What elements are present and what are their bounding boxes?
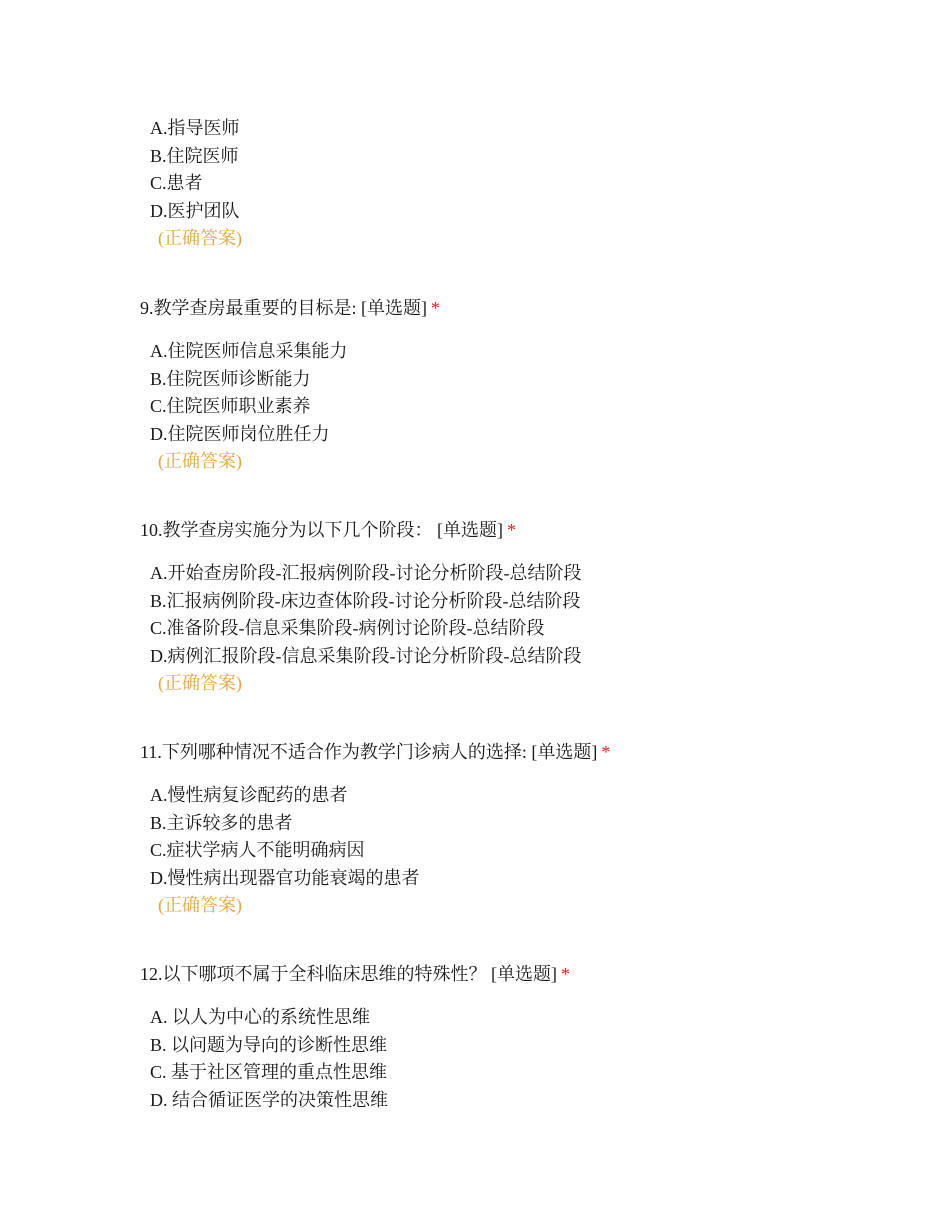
- question-10-title-text: 10.教学查房实施分为以下几个阶段： [单选题]: [140, 520, 503, 540]
- question-12-title-text: 12.以下哪项不属于全科临床思维的特殊性？ [单选题]: [140, 964, 557, 984]
- question-10-block: [140, 518, 900, 698]
- question-10-correct-answer-label: (正确答案): [158, 673, 242, 694]
- question-12-option-c: C. 基于社区管理的重点性思维: [150, 1062, 388, 1083]
- question-11-options: [140, 782, 900, 920]
- question-10-title: [140, 518, 900, 542]
- question-8-option-d: D.医护团队: [150, 200, 240, 221]
- question-11-option-a: A.慢性病复诊配药的患者: [150, 785, 348, 805]
- question-10-option-d: D.病例汇报阶段-信息采集阶段-讨论分析阶段-总结阶段: [150, 645, 582, 666]
- question-9-option-d: D.住院医师岗位胜任力: [150, 423, 330, 444]
- question-8-option-c: C.患者: [150, 173, 203, 194]
- question-8-option-b: B.住院医师: [150, 145, 239, 166]
- question-12-option-a: A. 以人为中心的系统性思维: [150, 1007, 370, 1027]
- question-11-block: [140, 740, 900, 920]
- question-9-option-c: C.住院医师职业素养: [150, 396, 311, 417]
- question-11-title: [140, 740, 900, 764]
- question-12-title: [140, 962, 900, 986]
- question-12-block: [140, 962, 900, 1114]
- question-10-option-b: B.汇报病例阶段-床边查体阶段-讨论分析阶段-总结阶段: [150, 590, 581, 611]
- question-12-options: [140, 1004, 900, 1114]
- question-8-block: [140, 115, 900, 253]
- question-8-option-a: A.指导医师: [150, 118, 240, 138]
- required-mark: *: [561, 964, 570, 984]
- question-11-title-text: 11.下列哪种情况不适合作为教学门诊病人的选择: [单选题]: [140, 742, 598, 762]
- required-mark: *: [601, 742, 611, 762]
- question-9-correct-answer-label: (正确答案): [158, 451, 242, 472]
- question-10-options: [140, 560, 900, 698]
- question-12-option-b: B. 以问题为导向的诊断性思维: [150, 1034, 388, 1055]
- question-8-correct-answer-label: (正确答案): [158, 228, 242, 249]
- question-10-option-a: A.开始查房阶段-汇报病例阶段-讨论分析阶段-总结阶段: [150, 563, 582, 583]
- question-11-correct-answer-label: (正确答案): [158, 895, 242, 916]
- required-mark: *: [431, 298, 440, 318]
- question-9-title: [140, 296, 900, 320]
- question-9-option-b: B.住院医师诊断能力: [150, 368, 311, 389]
- question-9-option-a: A.住院医师信息采集能力: [150, 341, 348, 361]
- question-8-options: [140, 115, 900, 253]
- question-9-title-text: 9.教学查房最重要的目标是: [单选题]: [140, 298, 427, 318]
- question-10-option-c: C.准备阶段-信息采集阶段-病例讨论阶段-总结阶段: [150, 618, 545, 639]
- question-9-options: [140, 338, 900, 476]
- question-12-option-d: D. 结合循证医学的决策性思维: [150, 1089, 388, 1110]
- required-mark: *: [507, 520, 516, 540]
- question-11-option-b: B.主诉较多的患者: [150, 812, 293, 833]
- question-9-block: [140, 296, 900, 476]
- question-11-option-d: D.慢性病出现器官功能衰竭的患者: [150, 867, 420, 888]
- question-11-option-c: C.症状学病人不能明确病因: [150, 840, 365, 861]
